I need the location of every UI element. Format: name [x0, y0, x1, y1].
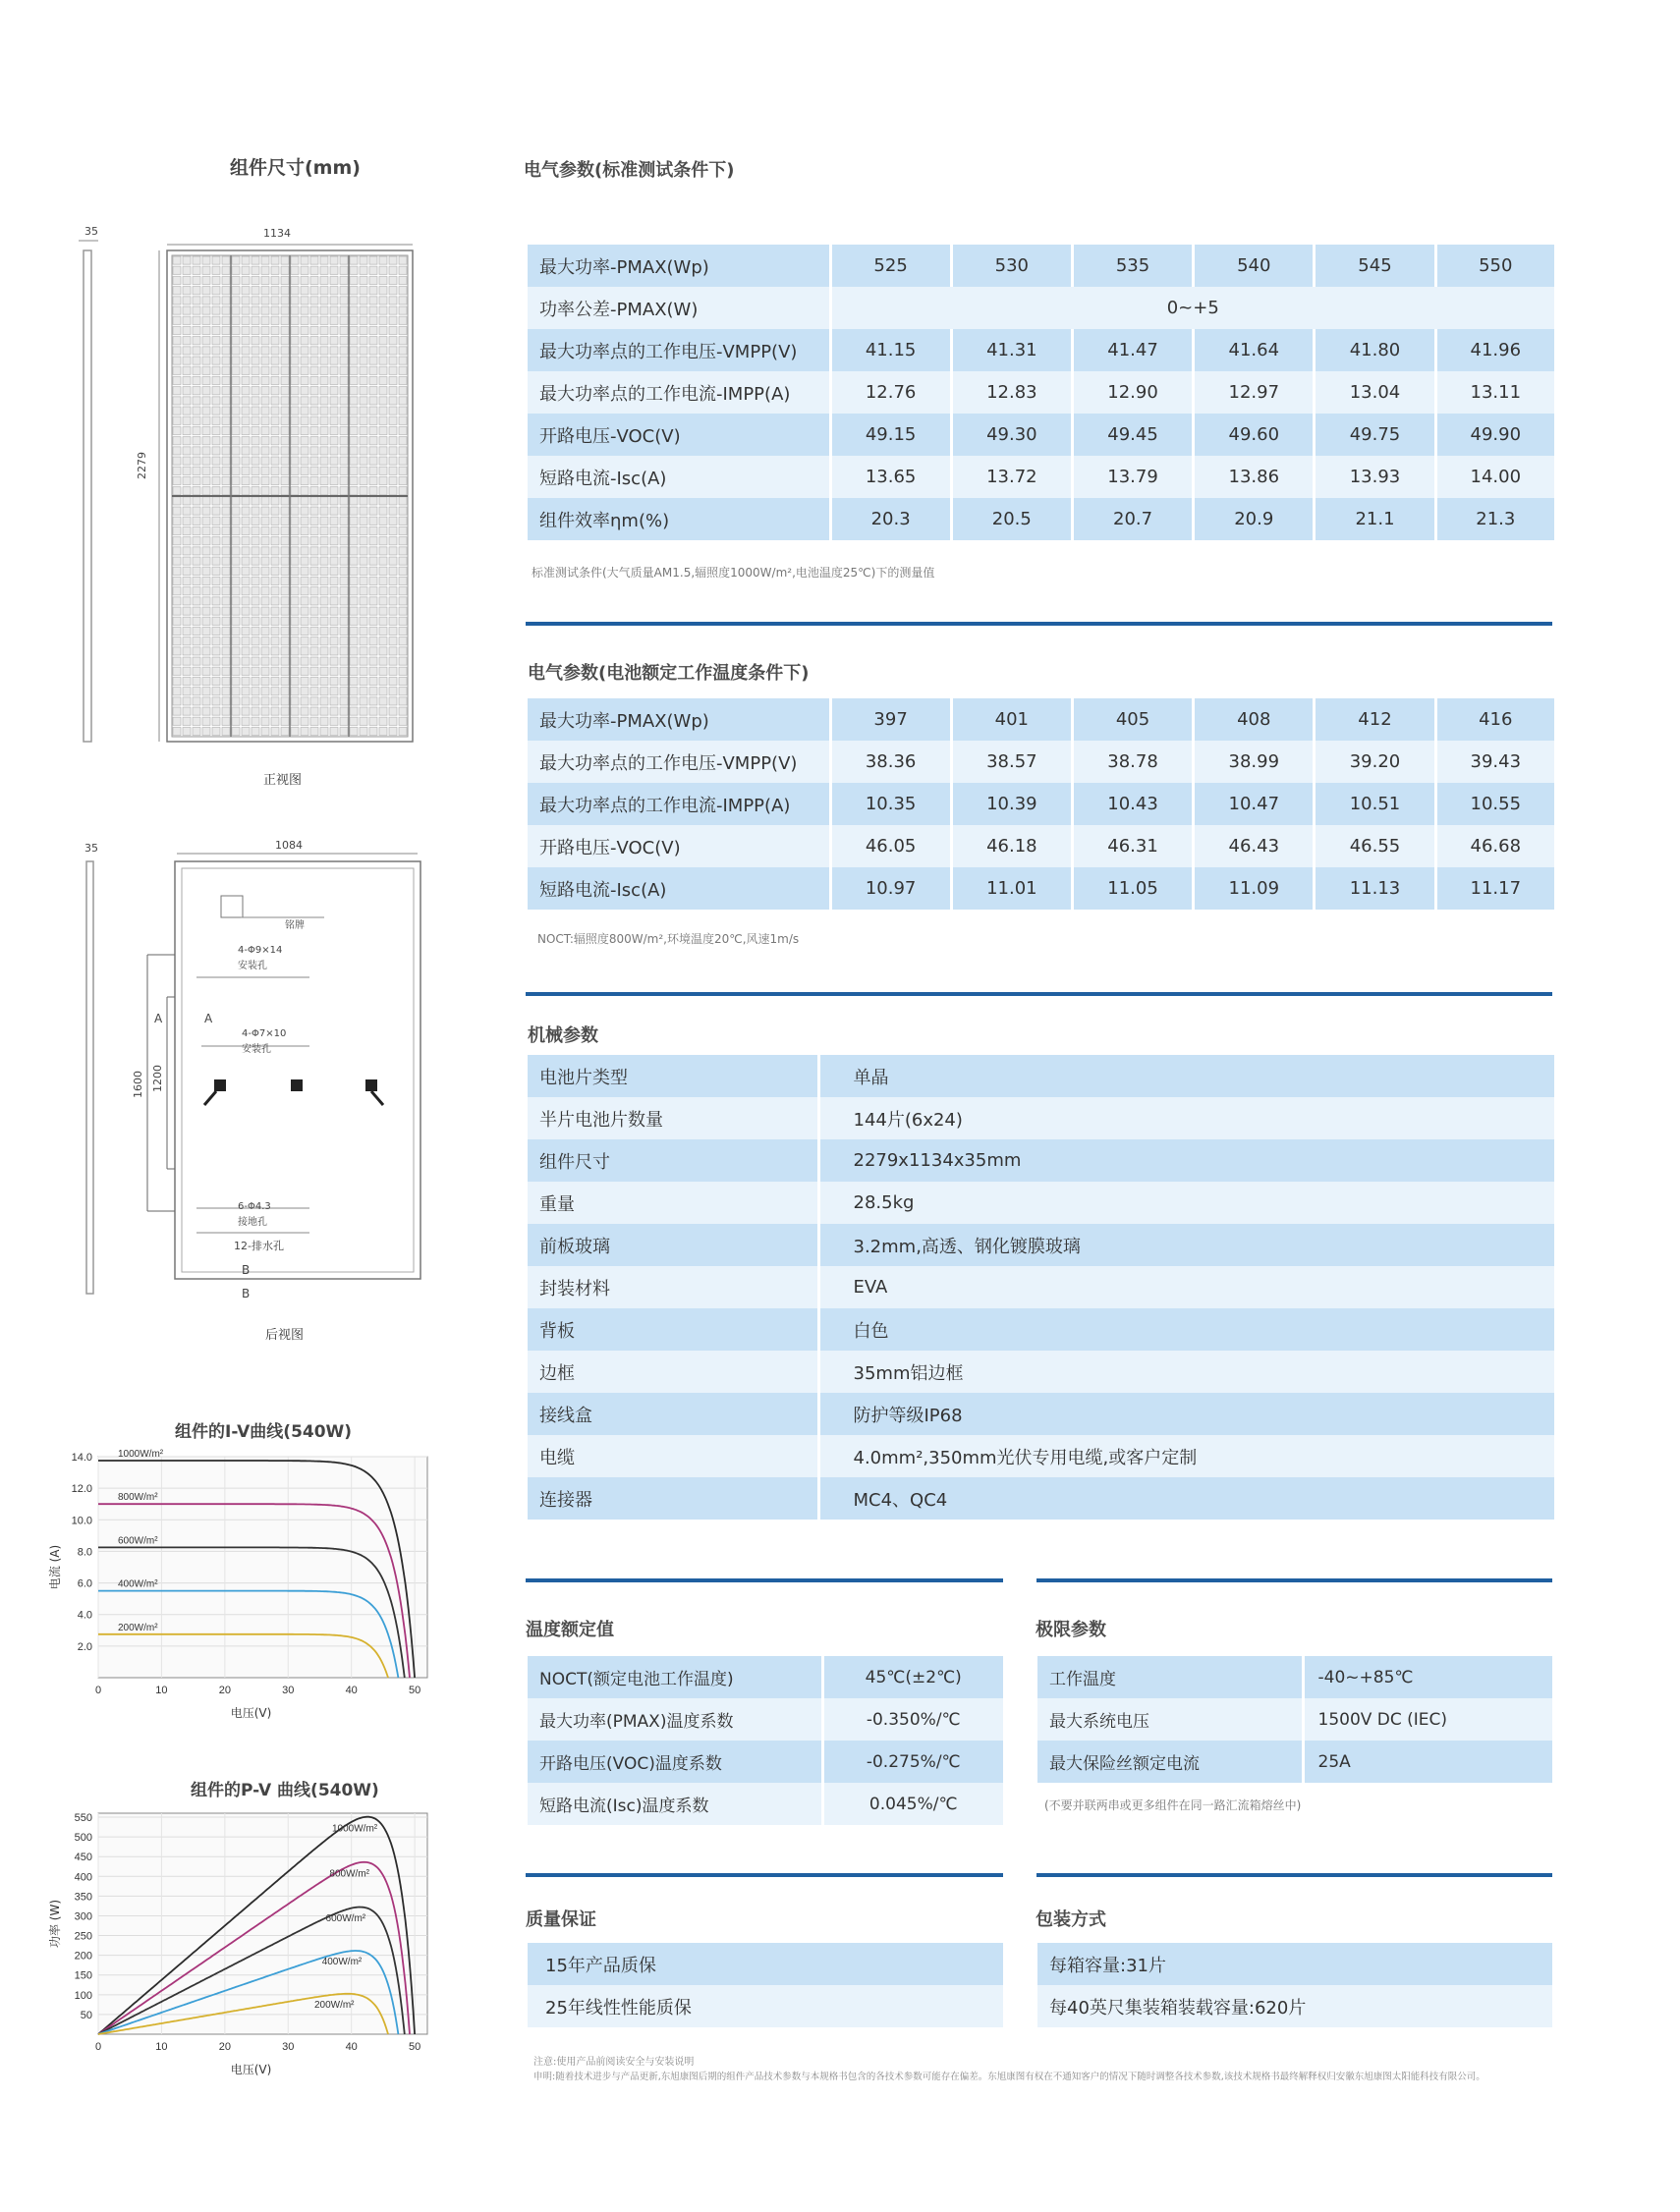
cell: 49.90: [1435, 414, 1554, 456]
dim-1200-label: 1200: [151, 1065, 164, 1092]
y-tick-label: 500: [74, 1832, 92, 1845]
temp-table: [528, 1656, 1003, 1825]
series-label: 1000W/m²: [332, 1823, 378, 1835]
cell: 12.83: [951, 371, 1072, 414]
mount-hole-1-spec: 4-Φ9×14: [238, 945, 283, 956]
cell: 41.96: [1435, 329, 1554, 371]
cell: 21.1: [1315, 498, 1435, 540]
cell: 49.45: [1072, 414, 1193, 456]
temp-title: 温度额定值: [526, 1620, 614, 1640]
elec-noct-table: [528, 698, 1554, 910]
row-label: 短路电流(Isc)温度系数: [528, 1783, 822, 1825]
pv-chart: [39, 1796, 452, 2080]
cell: 13.72: [951, 456, 1072, 498]
cell: 1500V DC (IEC): [1303, 1698, 1552, 1741]
series-label: 800W/m²: [329, 1868, 369, 1880]
cell: 3.2mm,高透、钢化镀膜玻璃: [818, 1224, 1554, 1266]
cell: 10.51: [1315, 783, 1435, 825]
front-height-label: 2279: [136, 452, 148, 479]
cell: EVA: [818, 1266, 1554, 1308]
row-label: NOCT(额定电池工作温度): [528, 1656, 822, 1698]
table-row: [528, 245, 1554, 287]
cell: 535: [1072, 245, 1193, 287]
mount-hole-2-spec: 4-Φ7×10: [242, 1028, 287, 1039]
packing-table: [1037, 1943, 1552, 2027]
cell: 49.75: [1315, 414, 1435, 456]
y-tick-label: 550: [74, 1812, 92, 1825]
cell: 401: [951, 698, 1072, 741]
series-label: 800W/m²: [118, 1492, 158, 1504]
cell: 46.18: [951, 825, 1072, 867]
front-width-label: 1134: [263, 227, 291, 240]
series-label: 200W/m²: [313, 1999, 355, 2011]
cell: 12.90: [1072, 371, 1193, 414]
table-row: [528, 867, 1554, 910]
cell: 397: [830, 698, 951, 741]
row-label: 最大功率点的工作电压-VMPP(V): [528, 741, 830, 783]
table-row: [528, 1698, 1003, 1741]
dim-1600-label: 1600: [132, 1071, 144, 1098]
divider: [526, 992, 1552, 996]
cell: 49.30: [951, 414, 1072, 456]
section-a-left: A: [154, 1012, 163, 1025]
row-label: 功率公差-PMAX(W): [528, 287, 830, 329]
table-row: [528, 1055, 1554, 1097]
x-tick-label: 0: [94, 2041, 102, 2053]
back-width-label: 1084: [275, 839, 303, 852]
cell: 41.31: [951, 329, 1072, 371]
mech-table: [528, 1055, 1554, 1520]
row-label: 半片电池片数量: [528, 1097, 818, 1139]
quality-table: [528, 1943, 1003, 2027]
y-tick-label: 50: [80, 2009, 92, 2021]
row-label: 开路电压(VOC)温度系数: [528, 1741, 822, 1783]
cell: 412: [1315, 698, 1435, 741]
footer-note: 注意:使用产品前阅读安全与安装说明: [533, 2057, 695, 2068]
cell: 21.3: [1435, 498, 1554, 540]
cell: 46.43: [1194, 825, 1315, 867]
cell: 11.05: [1072, 867, 1193, 910]
back-thickness-label: 35: [84, 842, 98, 855]
drain-hole-label: 12-排水孔: [234, 1240, 284, 1252]
row-label: 组件效率ηm(%): [528, 498, 830, 540]
y-axis-label: 电流 (A): [48, 1544, 62, 1590]
y-tick-label: 300: [74, 1910, 92, 1923]
cell: 13.79: [1072, 456, 1193, 498]
row-label: 连接器: [528, 1477, 818, 1520]
cell: 49.15: [830, 414, 951, 456]
cell: 545: [1315, 245, 1435, 287]
table-row: [528, 783, 1554, 825]
cell: 25A: [1303, 1741, 1552, 1783]
row-label: 电池片类型: [528, 1055, 818, 1097]
mech-title: 机械参数: [528, 1025, 598, 1046]
cell: 405: [1072, 698, 1193, 741]
cell: 20.3: [830, 498, 951, 540]
table-row: [528, 1182, 1554, 1224]
table-row: [528, 1656, 1003, 1698]
divider: [526, 1578, 1003, 1582]
dimension-title: 组件尺寸(mm): [230, 157, 361, 179]
cell: 25年线性性能质保: [528, 1985, 1003, 2027]
front-thickness-label: 35: [84, 225, 98, 238]
cell: 46.68: [1435, 825, 1554, 867]
divider: [526, 622, 1552, 626]
series-label: 200W/m²: [118, 1622, 158, 1633]
cell: 10.43: [1072, 783, 1193, 825]
divider: [1036, 1578, 1552, 1582]
row-label: 短路电流-Isc(A): [528, 867, 830, 910]
footer-disclaimer: 申明:随着技术进步与产品更新,东旭康图后期的组件产品技术参数与本规格书包含的各技术参数可能存在偏差。东旭康图有权在不通知客户的情况下随时调整各技术参数,该技术规格书最终解释权归安徽东旭康图太阳能科技有限公司。: [533, 2072, 1485, 2082]
y-tick-label: 14.0: [71, 1452, 92, 1464]
cell: 11.17: [1435, 867, 1554, 910]
table-row: [1037, 1656, 1552, 1698]
cell: 20.5: [951, 498, 1072, 540]
row-label: 最大功率点的工作电压-VMPP(V): [528, 329, 830, 371]
ground-hole-label: 接地孔: [238, 1217, 267, 1228]
cell: 11.01: [951, 867, 1072, 910]
ground-hole-spec: 6-Φ4.3: [238, 1201, 271, 1212]
x-tick-label: 10: [155, 2041, 168, 2053]
cell: -40~+85℃: [1303, 1656, 1552, 1698]
row-label: 重量: [528, 1182, 818, 1224]
y-tick-label: 250: [74, 1930, 92, 1943]
divider: [1036, 1873, 1552, 1877]
cell: 35mm铝边框: [818, 1351, 1554, 1393]
packing-title: 包装方式: [1036, 1909, 1106, 1930]
elec-stc-title: 电气参数(标准测试条件下): [524, 160, 735, 181]
cell: 13.04: [1315, 371, 1435, 414]
cell: 38.78: [1072, 741, 1193, 783]
table-row: [528, 1741, 1003, 1783]
cell: 41.64: [1194, 329, 1315, 371]
series-label: 600W/m²: [325, 1912, 366, 1924]
x-tick-label: 20: [218, 2041, 231, 2053]
row-label: 短路电流-Isc(A): [528, 456, 830, 498]
row-label: 最大功率(PMAX)温度系数: [528, 1698, 822, 1741]
table-row: [528, 1477, 1554, 1520]
series-label: 1000W/m²: [118, 1449, 164, 1461]
y-tick-label: 2.0: [77, 1640, 92, 1653]
section-b-left: B: [242, 1287, 251, 1300]
y-tick-label: 150: [74, 1969, 92, 1982]
back-view-caption: 后视图: [265, 1328, 305, 1343]
series-label: 400W/m²: [321, 1957, 363, 1968]
divider: [526, 1873, 1003, 1877]
section-b-right: B: [242, 1263, 251, 1277]
row-label: 工作温度: [1037, 1656, 1303, 1698]
cell: 39.43: [1435, 741, 1554, 783]
row-label: 最大功率-PMAX(Wp): [528, 698, 830, 741]
cell: 白色: [818, 1308, 1554, 1351]
mount-hole-2-label: 安装孔: [242, 1044, 271, 1055]
row-label: 最大系统电压: [1037, 1698, 1303, 1741]
table-row: [528, 1266, 1554, 1308]
front-view-drawing: [69, 221, 432, 751]
cell: 46.05: [830, 825, 951, 867]
table-row: [528, 1985, 1003, 2027]
table-row: [528, 1943, 1003, 1985]
cell: 41.80: [1315, 329, 1435, 371]
elec-stc-note: 标准测试条件(大气质量AM1.5,辐照度1000W/m²,电池温度25℃)下的测量值: [532, 566, 935, 580]
cell: 408: [1194, 698, 1315, 741]
limit-table: [1037, 1656, 1552, 1783]
cell: -0.350%/℃: [822, 1698, 1003, 1741]
cell: 530: [951, 245, 1072, 287]
cell: 12.76: [830, 371, 951, 414]
table-row: [528, 498, 1554, 540]
row-label: 电缆: [528, 1435, 818, 1477]
table-row: [528, 1308, 1554, 1351]
cell: 39.20: [1315, 741, 1435, 783]
table-row: [528, 414, 1554, 456]
cell: 单晶: [818, 1055, 1554, 1097]
row-label: 最大功率点的工作电流-IMPP(A): [528, 371, 830, 414]
row-label: 接线盒: [528, 1393, 818, 1435]
cell: 525: [830, 245, 951, 287]
x-tick-label: 0: [94, 1685, 102, 1696]
x-tick-label: 40: [345, 1685, 358, 1696]
cell: 11.09: [1194, 867, 1315, 910]
cell: 540: [1194, 245, 1315, 287]
cell: 45℃(±2℃): [822, 1656, 1003, 1698]
table-row: [528, 1435, 1554, 1477]
cell: 20.9: [1194, 498, 1315, 540]
cell: 2279x1134x35mm: [818, 1139, 1554, 1182]
cell: 10.39: [951, 783, 1072, 825]
row-label: 最大保险丝额定电流: [1037, 1741, 1303, 1783]
y-tick-label: 4.0: [77, 1609, 92, 1622]
quality-title: 质量保证: [526, 1909, 596, 1930]
x-tick-label: 50: [408, 1685, 421, 1696]
x-axis-label: 电压(V): [230, 1706, 272, 1720]
limit-title: 极限参数: [1036, 1620, 1106, 1640]
y-tick-label: 350: [74, 1891, 92, 1904]
cell: 38.57: [951, 741, 1072, 783]
cell: 41.15: [830, 329, 951, 371]
cell: 49.60: [1194, 414, 1315, 456]
y-tick-label: 450: [74, 1852, 92, 1864]
cell: 38.36: [830, 741, 951, 783]
table-row: [528, 1139, 1554, 1182]
cell: 144片(6x24): [818, 1097, 1554, 1139]
row-label: 最大功率点的工作电流-IMPP(A): [528, 783, 830, 825]
cell: 4.0mm²,350mm光伏专用电缆,或客户定制: [818, 1435, 1554, 1477]
y-tick-label: 100: [74, 1989, 92, 2002]
cell: 13.11: [1435, 371, 1554, 414]
cell: 13.65: [830, 456, 951, 498]
cell: 416: [1435, 698, 1554, 741]
cell: 15年产品质保: [528, 1943, 1003, 1985]
plot-area: [98, 1457, 427, 1678]
row-label: 封装材料: [528, 1266, 818, 1308]
y-axis-label: 功率 (W): [48, 1899, 62, 1949]
cell: 10.55: [1435, 783, 1554, 825]
cell: 10.97: [830, 867, 951, 910]
row-label: 最大功率-PMAX(Wp): [528, 245, 830, 287]
pv-chart-title: 组件的P-V 曲线(540W): [191, 1781, 379, 1800]
row-label: 前板玻璃: [528, 1224, 818, 1266]
table-row: [528, 1783, 1003, 1825]
row-label: 开路电压-VOC(V): [528, 414, 830, 456]
table-row: [1037, 1741, 1552, 1783]
cell: 10.35: [830, 783, 951, 825]
y-tick-label: 10.0: [71, 1515, 92, 1527]
table-row: [528, 1097, 1554, 1139]
row-label: 背板: [528, 1308, 818, 1351]
elec-stc-table: [528, 245, 1554, 540]
cell: 0~+5: [830, 287, 1554, 329]
limit-note: (不要并联两串或更多组件在同一路汇流箱熔丝中): [1044, 1798, 1302, 1812]
cell: 28.5kg: [818, 1182, 1554, 1224]
table-row: [528, 741, 1554, 783]
y-tick-label: 6.0: [77, 1577, 92, 1590]
table-row: [528, 329, 1554, 371]
y-tick-label: 8.0: [77, 1546, 92, 1559]
cell: 14.00: [1435, 456, 1554, 498]
series-label: 600W/m²: [118, 1535, 158, 1547]
table-row: [1037, 1985, 1552, 2027]
cell: 46.31: [1072, 825, 1193, 867]
cell: 20.7: [1072, 498, 1193, 540]
cell: 12.97: [1194, 371, 1315, 414]
cell: 11.13: [1315, 867, 1435, 910]
table-row: [528, 698, 1554, 741]
section-a-right: A: [204, 1012, 213, 1025]
cell: 防护等级IP68: [818, 1393, 1554, 1435]
cell: 41.47: [1072, 329, 1193, 371]
table-row: [528, 371, 1554, 414]
x-axis-label: 电压(V): [230, 2063, 272, 2076]
table-row: [1037, 1698, 1552, 1741]
cell: 10.47: [1194, 783, 1315, 825]
table-row: [528, 287, 1554, 329]
cell: 13.93: [1315, 456, 1435, 498]
table-row: [528, 1224, 1554, 1266]
x-tick-label: 30: [282, 1685, 295, 1696]
back-view-drawing: [69, 840, 432, 1301]
x-tick-label: 50: [408, 2041, 421, 2053]
x-tick-label: 20: [218, 1685, 231, 1696]
row-label: 组件尺寸: [528, 1139, 818, 1182]
table-row: [1037, 1943, 1552, 1985]
cell: 38.99: [1194, 741, 1315, 783]
y-tick-label: 200: [74, 1950, 92, 1963]
front-view-caption: 正视图: [263, 773, 303, 788]
table-row: [528, 825, 1554, 867]
cell: MC4、QC4: [818, 1477, 1554, 1520]
elec-noct-note: NOCT:辐照度800W/m²,环境温度20℃,风速1m/s: [537, 932, 800, 946]
y-tick-label: 400: [74, 1871, 92, 1884]
x-tick-label: 30: [282, 2041, 295, 2053]
y-tick-label: 12.0: [71, 1483, 92, 1496]
iv-chart: [39, 1439, 452, 1724]
series-label: 400W/m²: [118, 1578, 158, 1590]
table-row: [528, 1393, 1554, 1435]
cell: 每40英尺集装箱装载容量:620片: [1037, 1985, 1552, 2027]
cell: 0.045%/℃: [822, 1783, 1003, 1825]
elec-noct-title: 电气参数(电池额定工作温度条件下): [528, 663, 810, 684]
iv-chart-title: 组件的I-V曲线(540W): [175, 1422, 353, 1442]
x-tick-label: 40: [345, 2041, 358, 2053]
nameplate-label: 铭牌: [285, 920, 305, 931]
x-tick-label: 10: [155, 1685, 168, 1696]
row-label: 边框: [528, 1351, 818, 1393]
cell: 13.86: [1194, 456, 1315, 498]
row-label: 开路电压-VOC(V): [528, 825, 830, 867]
cell: 550: [1435, 245, 1554, 287]
table-row: [528, 1351, 1554, 1393]
table-row: [528, 456, 1554, 498]
cell: 每箱容量:31片: [1037, 1943, 1552, 1985]
mount-hole-1-label: 安装孔: [238, 961, 267, 971]
cell: 46.55: [1315, 825, 1435, 867]
cell: -0.275%/℃: [822, 1741, 1003, 1783]
